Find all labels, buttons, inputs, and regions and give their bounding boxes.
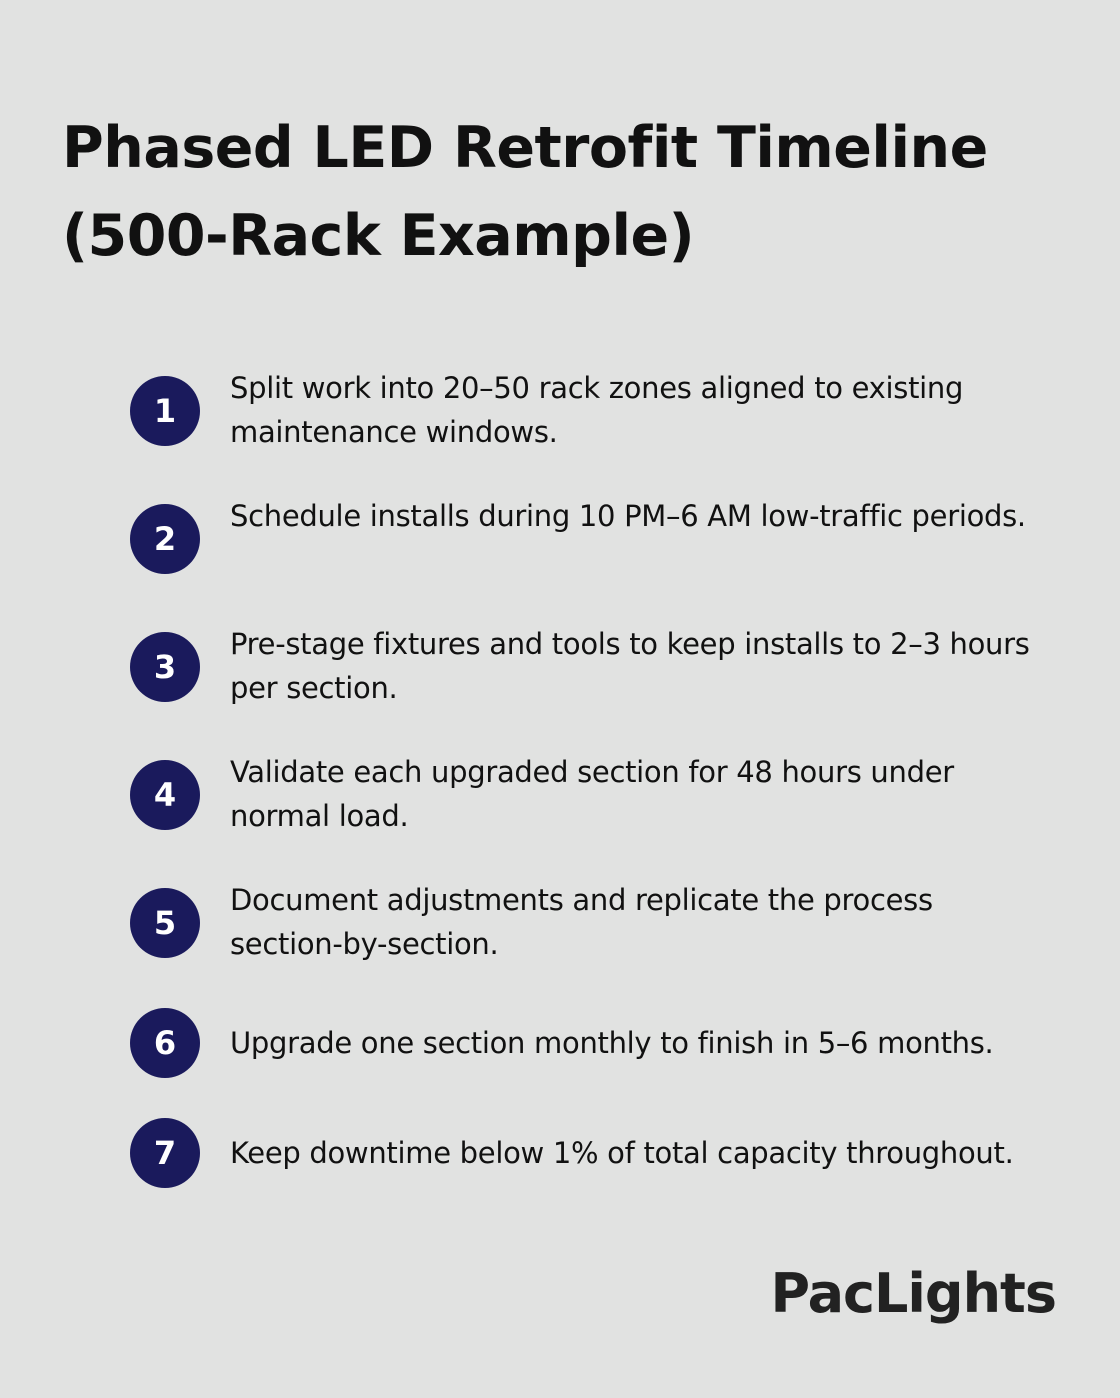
step-text: Pre-stage fixtures and tools to keep installs to 2–3 hours per section. (230, 627, 1030, 705)
paclights-logo: PacLights (770, 1262, 1056, 1325)
step-text: Document adjustments and replicate the process section-by-section. (230, 883, 933, 961)
step-number-badge: 7 (130, 1118, 200, 1188)
step-text: Upgrade one section monthly to finish in 5–6 months. (230, 1026, 994, 1060)
step-number-badge: 4 (130, 760, 200, 830)
step-number-badge: 6 (130, 1008, 200, 1078)
step-text: Schedule installs during 10 PM–6 AM low-traffic periods. (230, 499, 1026, 533)
step-number-badge: 2 (130, 504, 200, 574)
step-number-badge: 5 (130, 888, 200, 958)
step-text: Validate each upgraded section for 48 hours under normal load. (230, 755, 954, 833)
step-text: Split work into 20–50 rack zones aligned to existing maintenance windows. (230, 371, 964, 449)
page-title: Phased LED Retrofit Timeline (500-Rack Example) (62, 115, 988, 269)
step-number-badge: 1 (130, 376, 200, 446)
step-number-badge: 3 (130, 632, 200, 702)
step-text: Keep downtime below 1% of total capacity throughout. (230, 1136, 1014, 1170)
